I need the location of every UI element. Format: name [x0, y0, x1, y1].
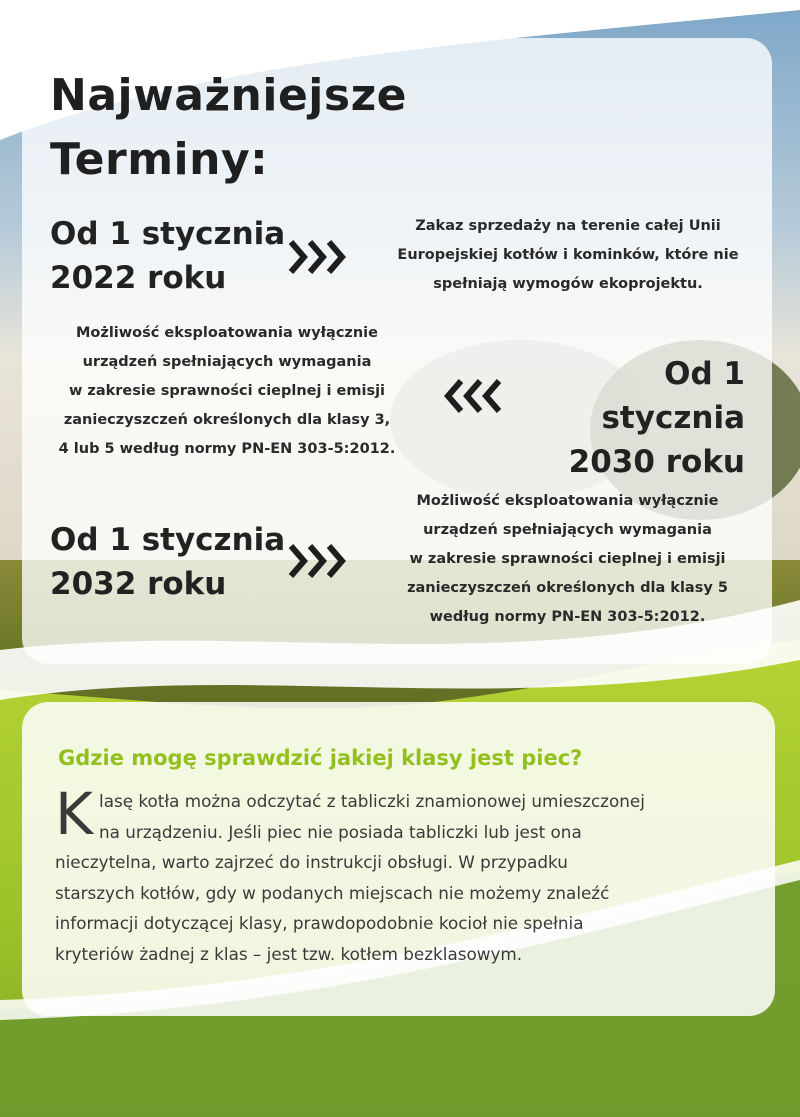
desc-line: urządzeń spełniających wymagania — [423, 522, 712, 538]
term-date — [50, 212, 285, 300]
answer-line: starszych kotłów, gdy w podanych miejscach nie możemy znaleźć — [55, 882, 610, 903]
answer-line: lasę kotła można odczytać z tabliczki znamionowej umieszczonej — [99, 791, 645, 811]
desc-line: według normy PN-EN 303-5:2012. — [429, 609, 706, 625]
desc-line: zanieczyszczeń określonych dla klasy 5 — [407, 580, 728, 596]
desc-line: w zakresie sprawności cieplnej i emisji — [68, 383, 386, 399]
term-description — [368, 212, 768, 299]
desc-line: 4 lub 5 według normy PN-EN 303-5:2012. — [58, 441, 396, 457]
date-line: 2032 roku — [50, 566, 227, 602]
answer-line: nieczytelna, warto zajrzeć do instrukcji obsługi. W przypadku — [55, 852, 568, 872]
desc-line: urządzeń spełniających wymagania — [82, 354, 372, 370]
answer-line: na urządzeniu. Jeśli piec nie posiada tabliczki lub jest ona — [99, 821, 582, 842]
answer-line: kryteriów żadnej z klas – jest tzw. kotłem bezklasowym. — [55, 943, 523, 964]
desc-line: Możliwość eksploatowania wyłącznie — [416, 493, 719, 509]
term-date — [520, 352, 745, 484]
title-line: Terminy: — [50, 134, 269, 185]
title-line: Najważniejsze — [50, 70, 408, 121]
date-line: Od 1 stycznia — [50, 216, 286, 252]
desc-line: w zakresie sprawności cieplnej i emisji — [409, 551, 726, 567]
date-line: 2030 roku — [568, 444, 745, 480]
desc-line: Zakaz sprzedaży na terenie całej Unii — [415, 218, 721, 234]
triple-chevron-right-icon — [288, 541, 352, 581]
question-answer — [55, 780, 745, 969]
date-line: Od 1 stycznia — [50, 522, 286, 558]
term-description — [370, 487, 765, 632]
triple-chevron-right-icon — [288, 237, 352, 277]
date-line: 2022 roku — [50, 260, 227, 296]
desc-line: spełniają wymogów ekoprojektu. — [433, 276, 703, 292]
date-line: Od 1 stycznia — [601, 356, 745, 436]
triple-chevron-left-icon — [440, 376, 504, 416]
desc-line: Możliwość eksploatowania wyłącznie — [76, 325, 378, 341]
answer-line: informacji dotyczącej klasy, prawdopodobnie kocioł nie spełnia — [55, 913, 584, 933]
term-description — [32, 319, 422, 464]
drop-cap: K — [55, 780, 94, 848]
desc-line: zanieczyszczeń określonych dla klasy 3, — [63, 412, 391, 428]
term-date — [50, 518, 285, 606]
desc-line: Europejskiej kotłów i kominków, które nie — [397, 247, 739, 263]
page-title — [50, 64, 407, 192]
question-heading: Gdzie mogę sprawdzić jakiej klasy jest piec? — [58, 746, 583, 770]
